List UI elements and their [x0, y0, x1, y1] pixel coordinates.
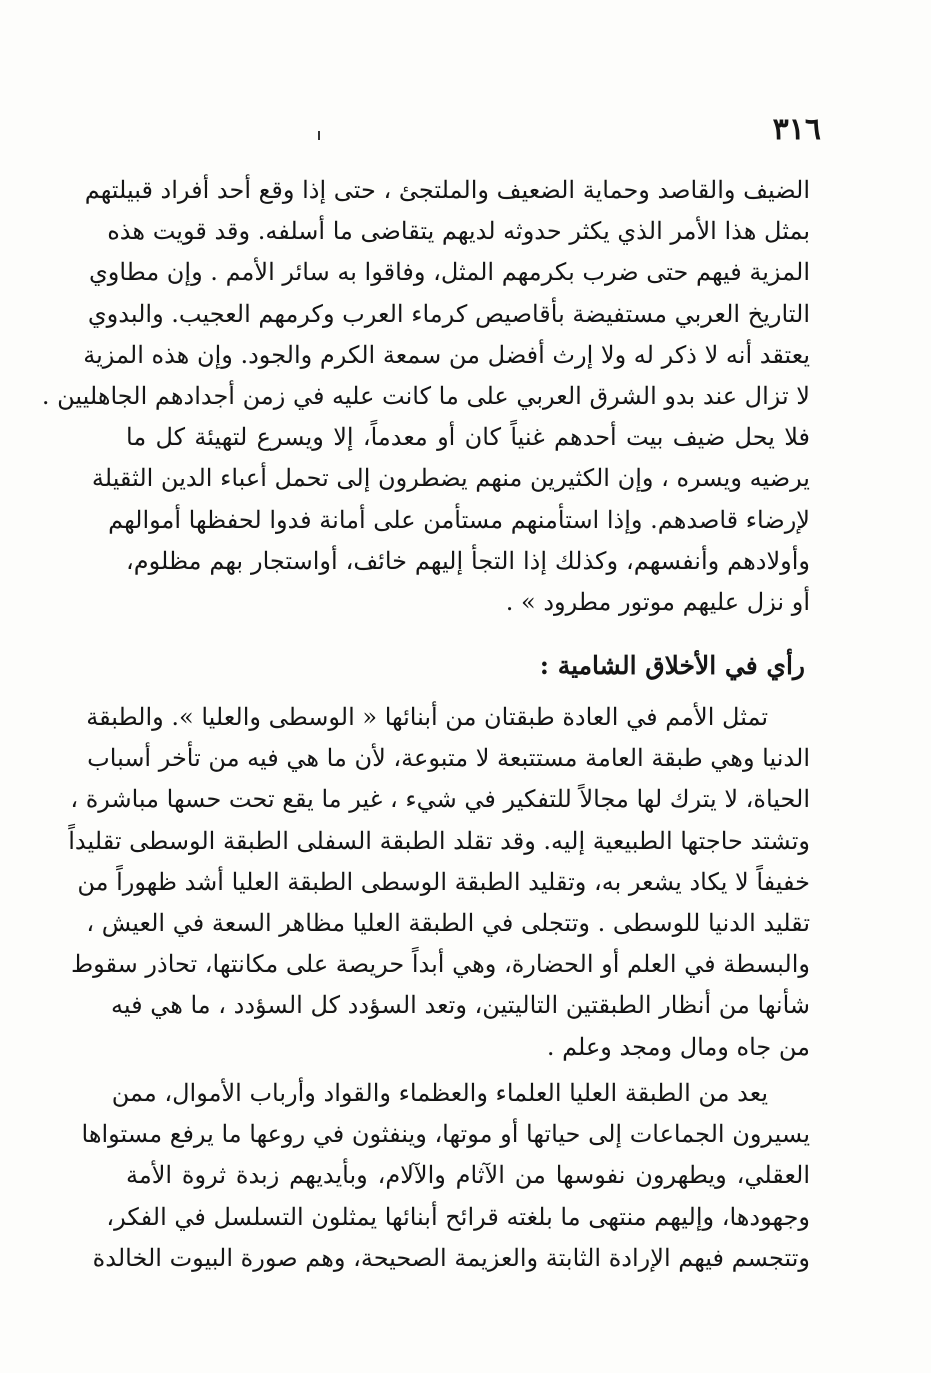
text-line: لإرضاء قاصدهم. وإذا استأمنهم مستأمن على أمانة فدوا لحفظها أموالهم — [108, 505, 810, 534]
text-line: يعد من الطبقة العليا العلماء والعظماء والقواد وأرباب الأموال، ممن — [111, 1079, 768, 1107]
text-line: بمثل هذا الأمر الذي يكثر حدوثه لديهم يتقاضى ما أسلفه. وقد قويت هذه — [107, 217, 810, 246]
text-line: الضيف والقاصد وحماية الضعيف والملتجئ ، حتى إذا وقع أحد أفراد قبيلتهم — [84, 176, 810, 204]
text-line: وتشتد حاجتها الطبيعية إليه. وقد تقلد الطبقة السفلى الطبقة الوسطى تقليداً — [68, 826, 810, 855]
text-line: شأنها من أنظار الطبقتين التاليتين، وتعد السؤدد كل السؤدد ، ما هي فيه — [110, 991, 810, 1020]
paragraph-hospitality — [41, 170, 810, 623]
text-line: خفيفاً لا يكاد يشعر به، وتقليد الطبقة الوسطى الطبقة العليا أشد ظهوراً من — [77, 867, 810, 896]
text-line: والبسطة في العلم أو الحضارة، وهي أبداً حريصة على مكانتها، تحاذر سقوط — [70, 950, 810, 979]
paragraph-social-classes — [68, 697, 810, 1068]
text-line: تقليد الدنيا للوسطى . وتتجلى في الطبقة العليا مظاهر السعة في العيش ، — [86, 908, 810, 937]
text-line: وأولادهم وأنفسهم، وكذلك إذا التجأ إليهم خائف، أواستجار بهم مظلوم، — [126, 546, 810, 575]
text-line: يسيرون الجماعات إلى حياتها أو موتها، وينفثون في روعها ما يرفع مستواها — [81, 1120, 810, 1149]
text-line: التاريخ العربي مستفيضة بأقاصيص كرماء العرب وكرمهم العجيب. والبدوي — [87, 299, 810, 328]
text-line: وجهودها، وإليهم منتهى ما بلغته قرائح أبنائها يمثلون التسلسل في الفكر، — [106, 1202, 810, 1231]
paragraph-upper-class — [81, 1073, 810, 1279]
text-line: الحياة، لا يترك لها مجالاً للتفكير في شيء ، غير ما يقع تحت حسها مباشرة ، — [70, 785, 810, 814]
text-line: وتتجسم فيهم الإرادة الثابتة والعزيمة الصحيحة، وهم صورة البيوت الخالدة — [92, 1243, 810, 1272]
text-line: العقلي، ويطهرون نفوسها من الآثام والآلام، وبأيديهم زبدة ثروة الأمة — [126, 1161, 810, 1190]
text-line: تمثل الأمم في العادة طبقتان من أبنائها « الوسطى والعليا ». والطبقة — [86, 703, 768, 731]
text-line: من جاه ومال ومجد وعلم . — [546, 1032, 810, 1061]
page-number: ٣١٦ — [772, 112, 821, 147]
text-line: لا تزال عند بدو الشرق العربي على ما كانت عليه في زمن أجدادهم الجاهليين . — [41, 381, 810, 410]
text-line: أو نزل عليهم موتور مطرود » . — [505, 587, 810, 616]
print-mark — [318, 131, 320, 140]
text-line: يعتقد أنه لا ذكر له ولا إرث أفضل من سمعة الكرم والجود. وإن هذه المزية — [83, 340, 810, 369]
text-line: المزية فيهم حتى ضرب بكرمهم المثل، وفاقوا به سائر الأمم . وإن مطاوي — [88, 258, 810, 287]
section-heading: رأي في الأخلاق الشامية : — [539, 651, 805, 680]
text-line: فلا يحل ضيف بيت أحدهم غنياً كان أو معدماً، إلا ويسرع لتهيئة كل ما — [126, 423, 810, 452]
text-line: الدنيا وهي طبقة العامة مستتبعة لا متبوعة، لأن ما هي فيه من تأخر أسباب — [87, 744, 810, 773]
text-line: يرضيه ويسره ، وإن الكثيرين منهم يضطرون إلى تحمل أعباء الدين الثقيلة — [91, 464, 810, 493]
